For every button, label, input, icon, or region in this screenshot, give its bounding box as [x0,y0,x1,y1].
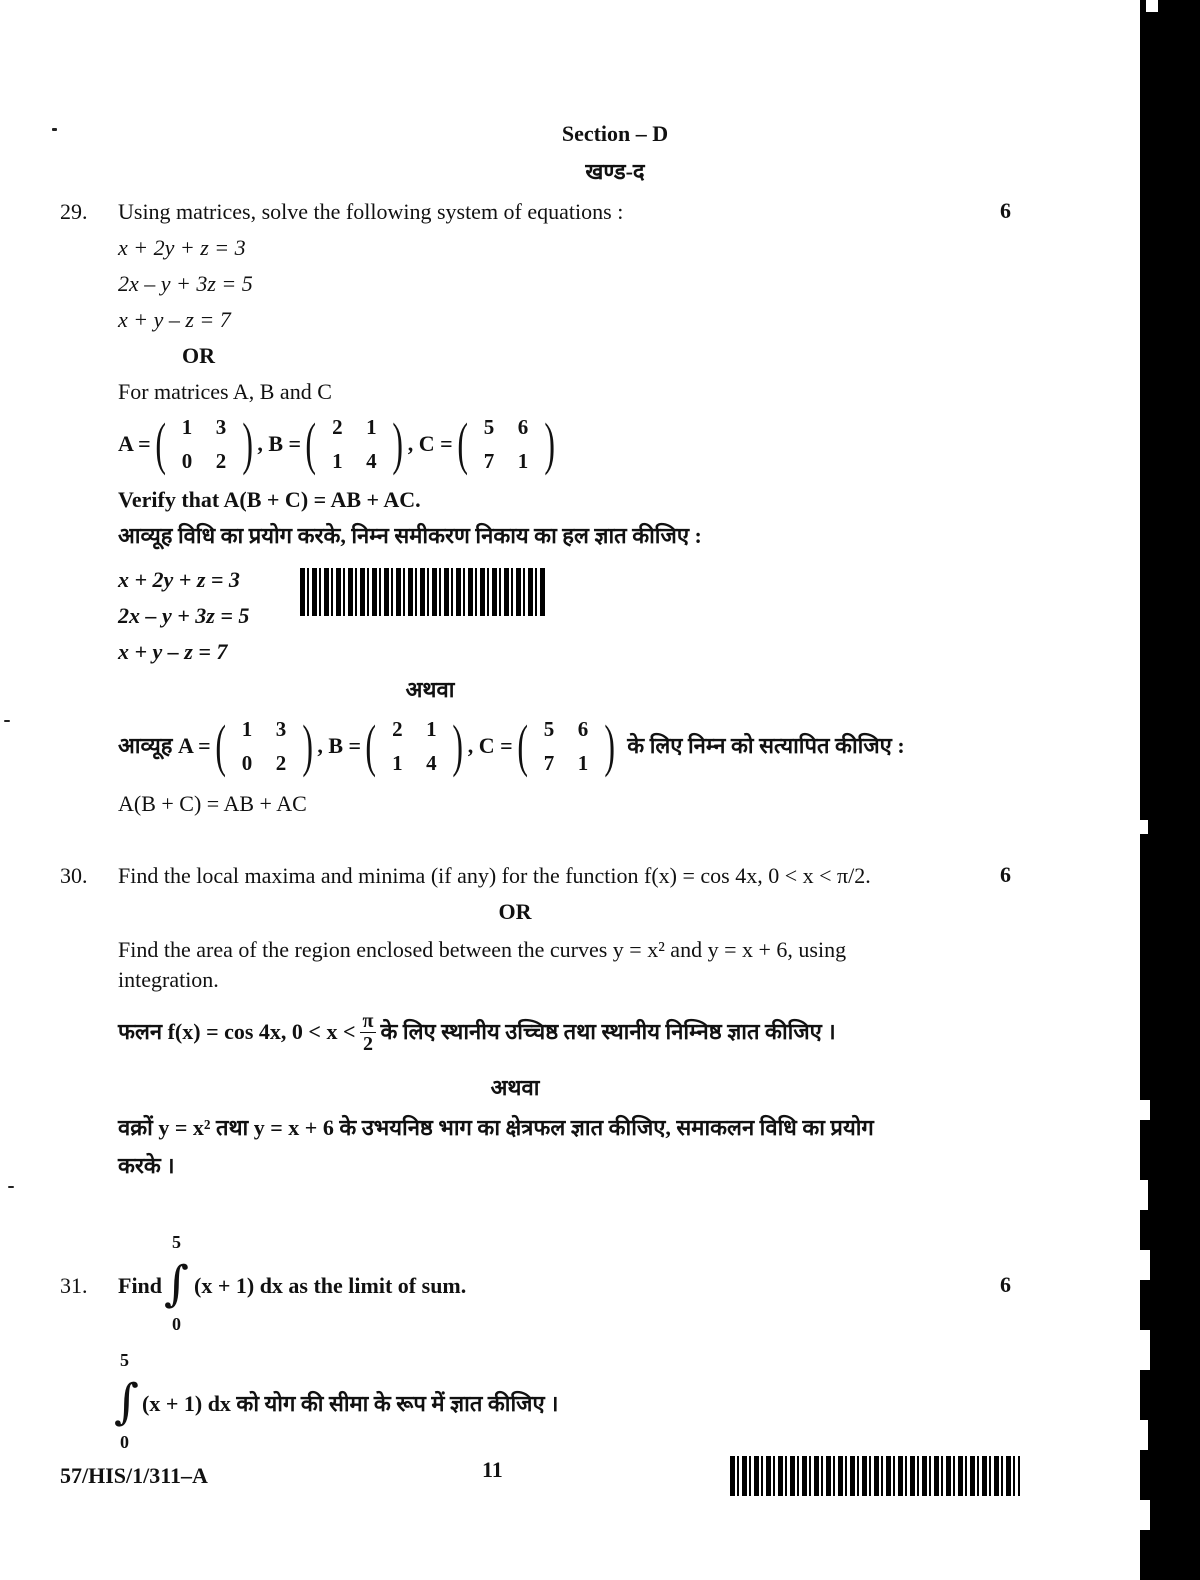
question-text: (x + 1) dx as the limit of sum. [194,1273,467,1298]
verify-text: Verify that A(B + C) = AB + AC. [118,487,421,512]
scan-speck [52,128,57,131]
matrix-a: ( 1 3 0 2 ) [215,713,313,778]
matrix-cell: 1 [241,717,253,741]
matrix-cell: 0 [181,449,193,473]
hindi-suffix: के लिए स्थानीय उच्चिष्ठ तथा स्थानीय निम्निष्ठ ज्ञात कीजिए । [380,1019,836,1044]
integral-lower-limit: 0 [120,1432,129,1452]
matrix-cell: 1 [517,449,529,473]
scan-speck [4,720,10,722]
scan-speck [8,1186,14,1188]
matrix-cell: 1 [332,449,343,473]
equation: 2x – y + 3z = 5 [118,603,250,628]
question-text-hindi: करके । [118,1153,175,1178]
page-number: 11 [482,1457,503,1482]
matrix-cell: 1 [577,751,589,775]
matrix-cell: 7 [483,449,495,473]
section-title: Section – D [561,121,669,146]
matrix-cell: 1 [392,751,403,775]
matrix-cell: 2 [215,449,227,473]
matrix-b: ( 2 1 1 4 ) [305,411,404,476]
scan-edge [1140,0,1200,1580]
or-label-hindi: अथवा [405,677,455,702]
equation: x + 2y + z = 3 [118,567,240,592]
or-label: OR [182,343,215,368]
matrix-cell: 4 [426,751,437,775]
or-label: OR [498,899,532,924]
matrix-cell: 3 [215,415,227,439]
question-number: 30. [60,863,88,888]
matrix-a-label: A = [118,431,151,456]
equation: x + y – z = 7 [118,307,231,332]
integral-upper-limit: 5 [120,1350,129,1370]
question-text-hindi: (x + 1) dx को योग की सीमा के रूप में ज्ञात कीजिए । [142,1391,559,1416]
question-text: integration. [118,967,219,992]
matrix-cell: 4 [366,449,377,473]
section-title-hindi: खण्ड-द [585,159,645,184]
matrix-cell: 5 [543,717,555,741]
question-number: 31. [60,1273,88,1298]
matrix-definitions-hindi [118,714,905,778]
matrices-intro: For matrices A, B and C [118,379,332,404]
matrix-cell: 6 [577,717,589,741]
marks: 6 [1000,862,1011,887]
matrix-cell: 7 [543,751,555,775]
matrix-c-label: , C = [407,431,453,456]
matrix-b-label: , B = [257,431,302,456]
matrix-c: ( 5 6 7 1 ) [457,411,555,476]
matrix-b: ( 2 1 1 4 ) [365,713,464,778]
integral-sign: ∫ [114,1374,140,1430]
marks: 6 [1000,198,1011,223]
matrix-cell: 5 [483,415,495,439]
matrix-cell: 3 [275,717,287,741]
question-text: Find the local maxima and minima (if any) for the function f(x) = cos 4x, 0 < x < π/2. [118,863,871,888]
matrix-cell: 1 [426,717,437,741]
identity: A(B + C) = AB + AC [118,791,307,816]
matrix-cell: 2 [275,751,287,775]
matrix-definitions [118,412,559,476]
fraction-denominator: 2 [363,1032,373,1055]
find-label: Find [118,1273,163,1298]
matrix-cell: 1 [181,415,193,439]
paper-code: 57/HIS/1/311–A [60,1463,208,1488]
equation: x + 2y + z = 3 [118,235,246,260]
matrix-a-label: आव्यूह A = [118,733,211,758]
matrix-cell: 1 [366,415,377,439]
question-number: 29. [60,199,88,224]
equation: 2x – y + 3z = 5 [118,271,253,296]
integral-sign: ∫ [164,1256,190,1312]
fraction-numerator: π [360,1010,377,1033]
or-label-hindi: अथवा [490,1075,540,1100]
question-text: Find the area of the region enclosed between the curves y = x² and y = x + 6, using [118,937,847,962]
matrix-a: ( 1 3 0 2 ) [155,411,254,476]
barcode [300,568,546,616]
integral-lower-limit: 0 [172,1314,181,1334]
equation: x + y – z = 7 [118,639,228,664]
matrix-cell: 2 [332,415,343,439]
marks: 6 [1000,1272,1011,1297]
verify-text-hindi: के लिए निम्न को सत्यापित कीजिए : [627,733,905,758]
matrix-b-label: , B = [317,733,362,758]
question-text-hindi: आव्यूह विधि का प्रयोग करके, निम्न समीकरण निकाय का हल ज्ञात कीजिए : [118,523,702,548]
matrix-cell: 6 [517,415,529,439]
matrix-cell: 2 [392,717,403,741]
question-text: Using matrices, solve the following system of equations : [118,199,624,224]
matrix-c-label: , C = [467,733,513,758]
question-text-hindi [118,1006,836,1058]
integral-upper-limit: 5 [172,1232,181,1252]
matrix-c: ( 5 6 7 1 ) [516,713,615,778]
fraction [360,1010,377,1055]
question-text-hindi: वक्रों y = x² तथा y = x + 6 के उभयनिष्ठ भाग का क्षेत्रफल ज्ञात कीजिए, समाकलन विधि का प्रयोग [118,1115,874,1140]
hindi-prefix: फलन f(x) = cos 4x, 0 < x < [118,1019,356,1044]
footer-barcode [730,1456,1020,1496]
matrix-cell: 0 [241,751,253,775]
